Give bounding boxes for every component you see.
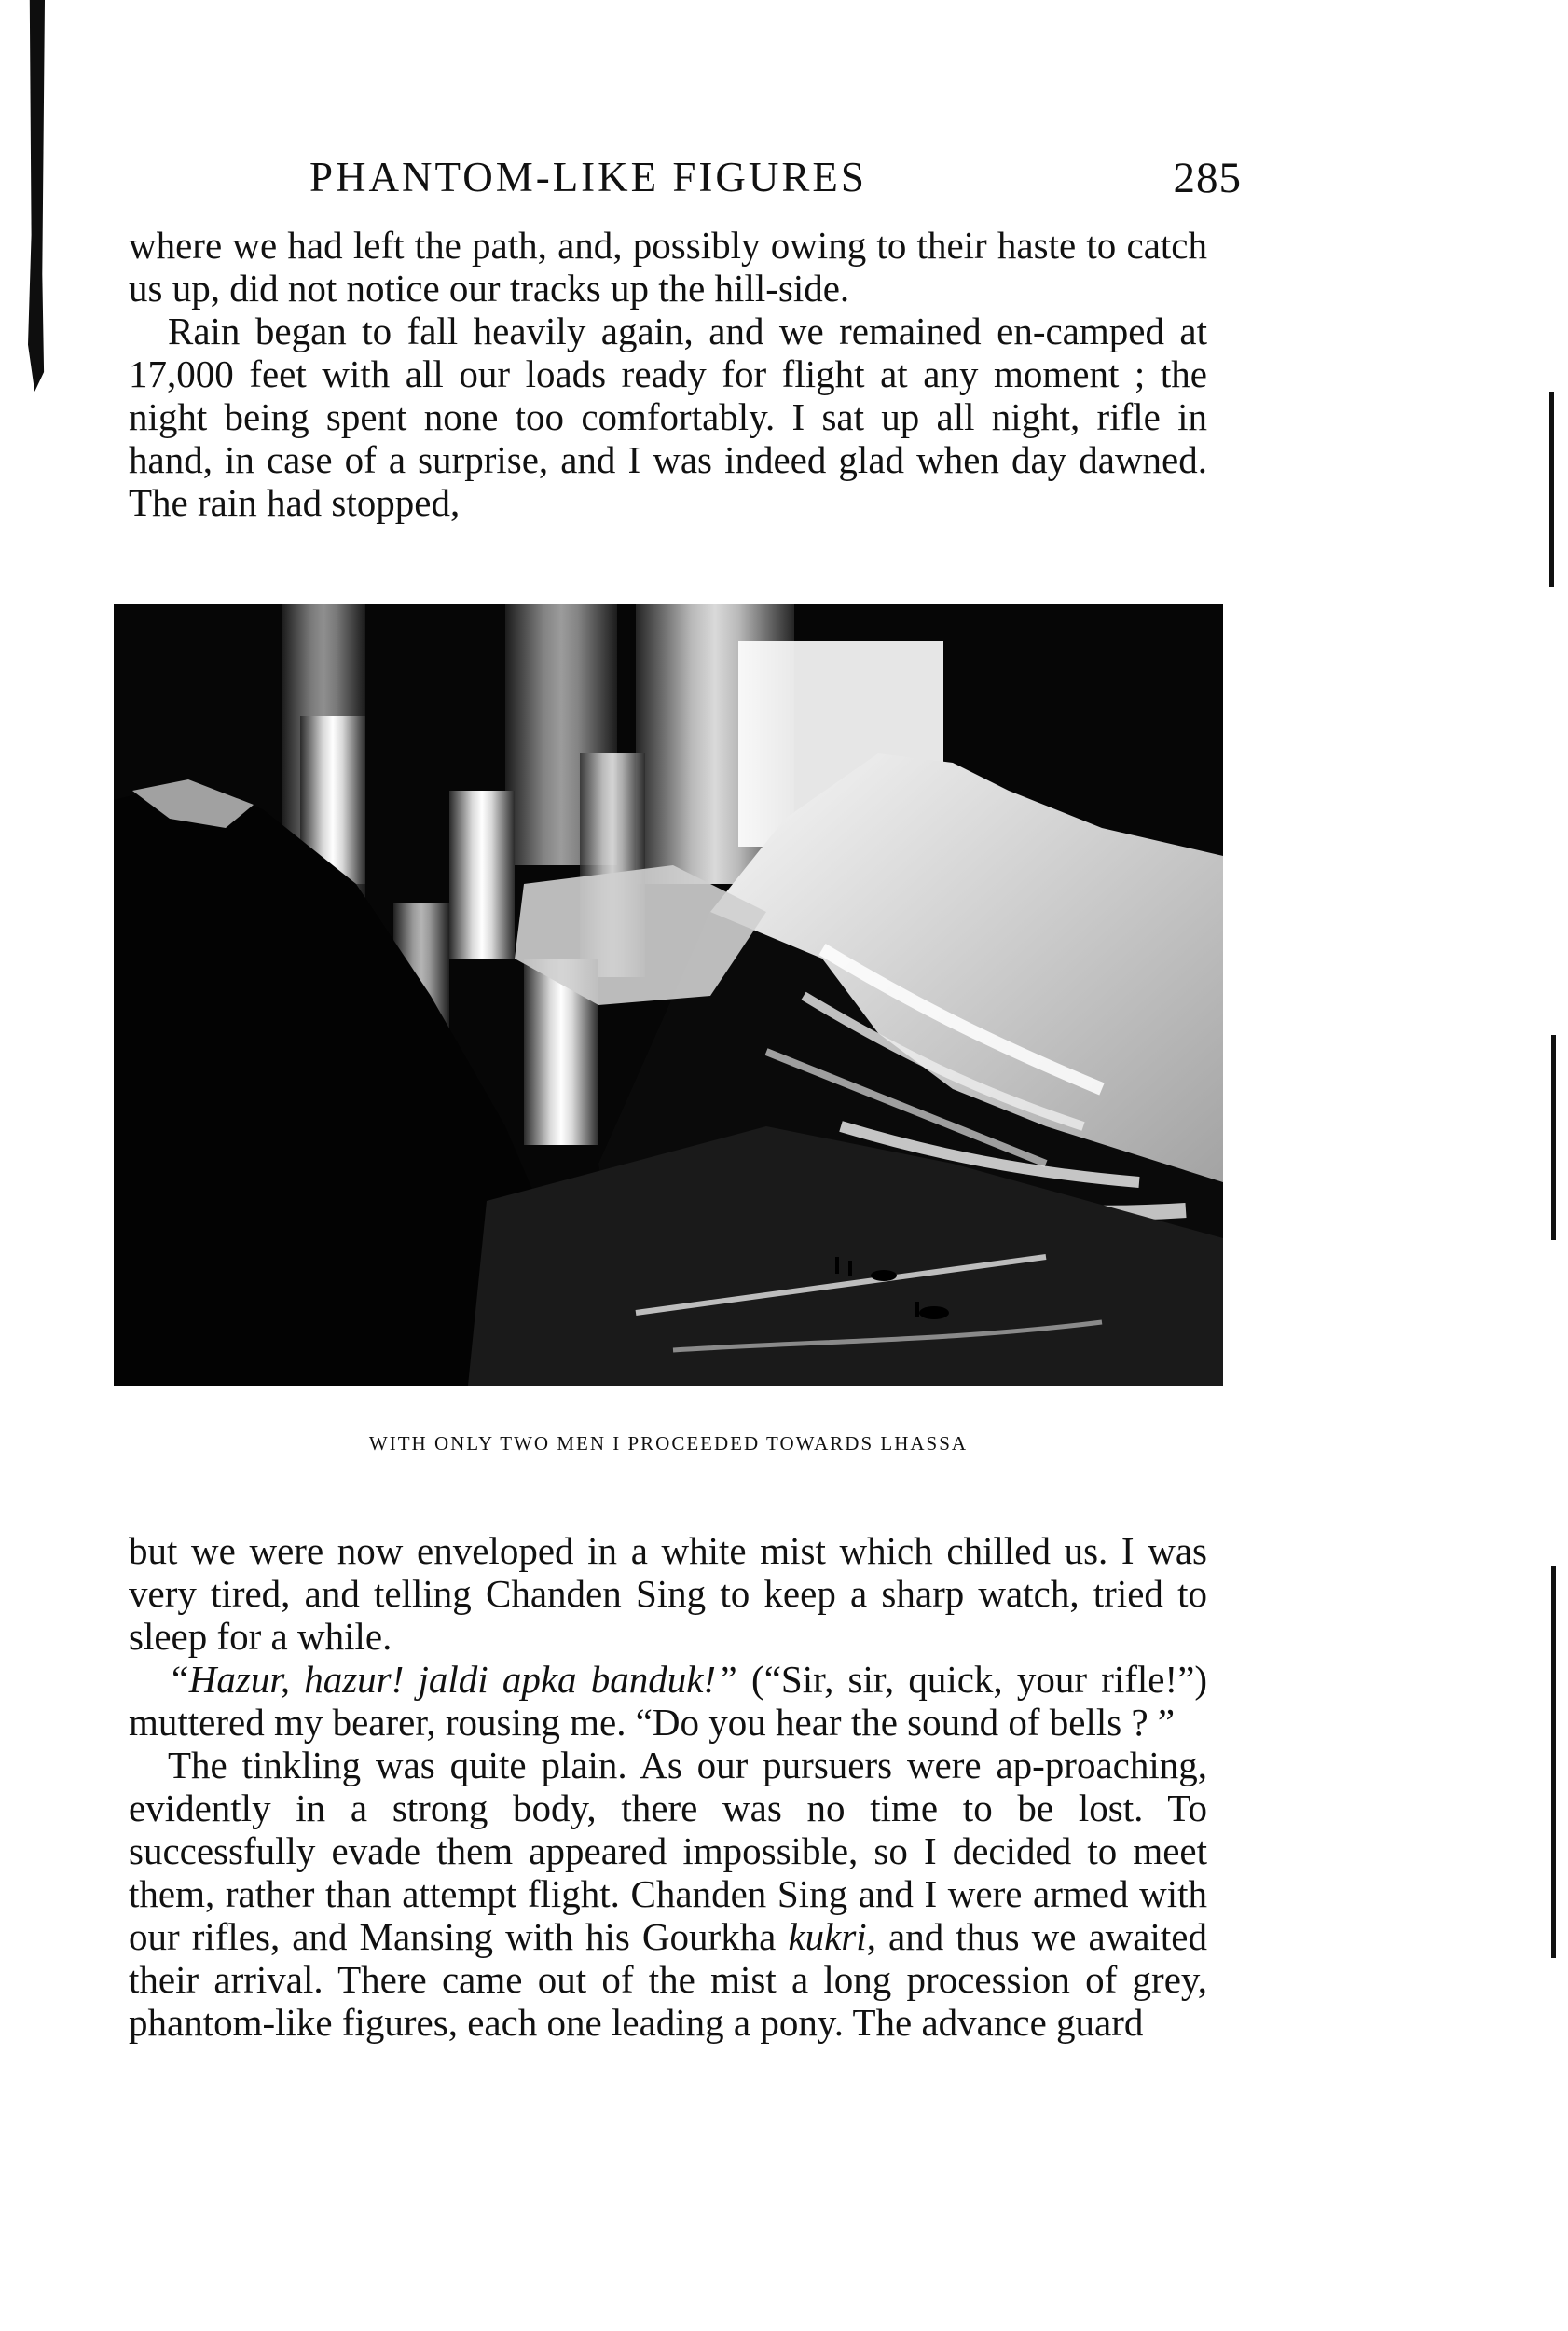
paragraph	[129, 1744, 1207, 2044]
paragraph: Rain began to fall heavily again, and we remained en-camped at 17,000 feet with all our loads ready for flight at any moment ; the night being spent none too comfortably. I sat up all night, rifle in hand, in case of a surprise, and I was indeed glad when day dawned. The rain had stopped,	[129, 310, 1207, 524]
text-block-top	[129, 224, 1207, 524]
page-header	[309, 153, 1242, 209]
binding-mark	[1551, 1566, 1556, 1958]
paragraph: where we had left the path, and, possibly owing to their haste to catch us up, did not notice our tracks up the hill-side.	[129, 224, 1207, 310]
mountain-landscape-illustration	[114, 604, 1223, 1386]
paragraph: but we were now enveloped in a white mist which chilled us. I was very tired, and telling Chanden Sing to keep a sharp watch, tried to sleep for a while.	[129, 1529, 1207, 1658]
paragraph-text: (“Sir, sir, quick, your rifle!”) muttered my bearer, rousing me. “Do you hear the sound of bells ? ”	[129, 1658, 1208, 1744]
hindi-exclamation: “Hazur, hazur! jaldi apka banduk!”	[168, 1658, 737, 1701]
paragraph-text: The tinkling was quite plain. As our pursuers were ap-proaching, evidently in a strong body, there was no time to be lost. To successfully evade them appeared impossible, so I decided to meet them, rather than attempt flight. Chanden Sing and I were armed with our rifles, and Mansing with his Gourkha	[129, 1744, 1207, 1958]
page-binding-edge	[28, 0, 45, 392]
illustration-caption: WITH ONLY TWO MEN I PROCEEDED TOWARDS LHASSA	[368, 1432, 969, 1455]
text-block-bottom	[129, 1529, 1207, 2044]
illustration-plate	[114, 604, 1223, 1386]
binding-mark	[1549, 392, 1554, 587]
paragraph	[129, 1658, 1207, 1744]
page-number: 285	[1173, 154, 1242, 202]
binding-mark	[1551, 1035, 1556, 1240]
paragraph-text: , and thus we awaited their arrival. There came out of the mist a long procession of grey, phantom-like figures, each one leading a pony. The advance guard	[129, 1915, 1207, 2044]
running-head: PHANTOM-LIKE FIGURES	[309, 154, 867, 200]
italic-word: kukri	[788, 1915, 867, 1958]
